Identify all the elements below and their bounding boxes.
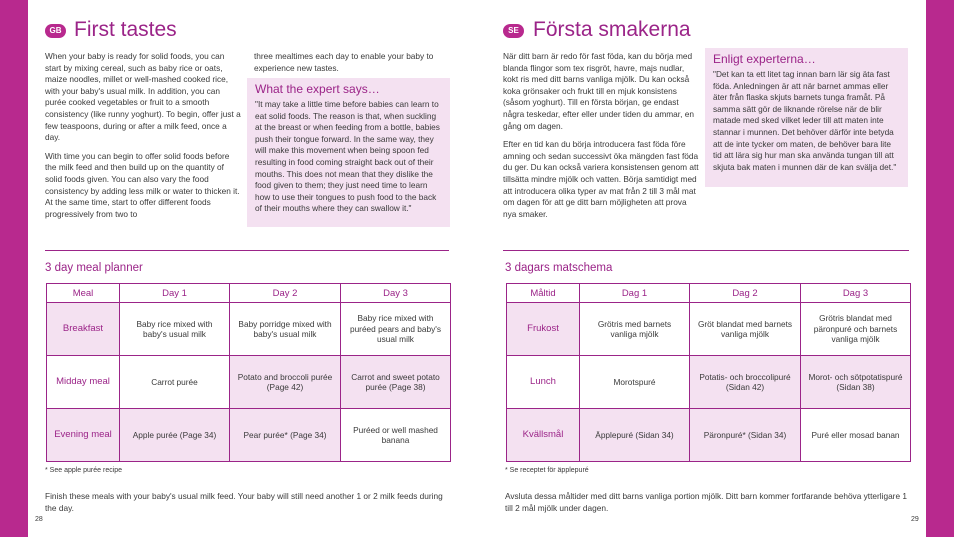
intro-continued [254,51,452,81]
table-cell: Puré eller mosad banan [801,409,911,462]
expert-quote: "It may take a little time before babies can learn to eat solid foods. The reason is that, when suckling at the breast or when feeding from a bottle, babies push their tongue forward. In the same way, they will make this movement when being spoon fed resulting in food coming straight back out of their mouths. This does not mean that they dislike the food given to them; they just need time to learn how to use their tongues to push food to the back of their mouths where they can swallow it." [255,99,440,214]
left-edge-bar [0,0,28,537]
table-header-row [507,284,911,303]
column-header: Day 2 [230,284,341,303]
section-divider [45,250,449,251]
intro-paragraph: three mealtimes each day to enable your baby to experience new tastes. [254,51,434,73]
intro-text [503,51,701,227]
table-cell: Morot- och sötpotatispuré (Sidan 38) [801,356,911,409]
table-cell: Morotspuré [580,356,690,409]
closing-text: Avsluta dessa måltider med ditt barns vanliga portion mjölk. Ditt barn kommer fortfarande behöva ytterligare 1 till 2 mål mjölk under dagen. [505,491,907,513]
intro-text [45,51,241,227]
table-footnote: * Se receptet för äpplepuré [505,467,589,474]
planner-title: 3 day meal planner [45,262,143,274]
table-cell: Baby porridge mixed with baby's usual milk [230,303,341,356]
table-cell: Baby rice mixed with puréed pears and baby's usual milk [341,303,451,356]
table-cell: Äpplepuré (Sidan 34) [580,409,690,462]
table-cell: Pear purée* (Page 34) [230,409,341,462]
table-cell: Puréed or well mashed banana [341,409,451,462]
table-row [47,409,451,462]
expert-box [705,48,908,187]
expert-quote: "Det kan ta ett litet tag innan barn lär sig äta fast föda. Anledningen är att när barnet ammas eller äter från flaska skjuts barnets tunga framåt. På samma sätt gör de liknande rörelse när de blir matade med sked vilket leder till att maten inte stannar i munnen. Det behöver därför inte betyda att de inte tycker om maten, de behöver bara lite tid att lära sig hur man ska använda tungan till att skjuta bak maten i munnen där de kan svälja det." [713,69,897,172]
row-header: Lunch [507,356,580,409]
row-header: Midday meal [47,356,120,409]
language-badge-gb: GB [45,24,66,38]
table-cell: Grötris med barnets vanliga mjölk [580,303,690,356]
right-page [477,0,926,537]
column-header: Day 1 [120,284,230,303]
page-title: First tastes [74,18,177,41]
table-cell: Potato and broccoli purée (Page 42) [230,356,341,409]
table-cell: Baby rice mixed with baby's usual milk [120,303,230,356]
table-cell: Carrot purée [120,356,230,409]
column-header: Meal [47,284,120,303]
column-header: Måltid [507,284,580,303]
planner-title: 3 dagars matschema [505,262,613,274]
language-badge-se: SE [503,24,524,38]
column-header: Day 3 [341,284,451,303]
table-cell: Päronpuré* (Sidan 34) [690,409,801,462]
table-footnote: * See apple purée recipe [45,467,123,474]
meal-planner-table [506,283,911,462]
right-edge-bar [926,0,954,537]
left-page [28,0,477,537]
table-cell: Gröt blandat med barnets vanliga mjölk [690,303,801,356]
row-header: Evening meal [47,409,120,462]
closing-text: Finish these meals with your baby's usual milk feed. Your baby will still need another 1 or 2 milk feeds during the day. [45,491,443,513]
table-cell: Carrot and sweet potato purée (Page 38) [341,356,451,409]
page-number: 28 [35,516,43,523]
column-header: Dag 2 [690,284,801,303]
column-header: Dag 1 [580,284,690,303]
intro-paragraph: Efter en tid kan du börja introducera fast föda före amning och sedan successivt öka mängden fast föda du ger. Du kan också variera konsistensen genom att tillsätta mindre mjölk och vatten. Börja samtidigt med att introducera olika typer av mat från 2 till 3 mål mat om dagen för att ge ditt barn möjligheten att prova nya smaker. [503,139,699,219]
table-cell: Grötris blandat med päronpuré och barnets vanliga mjölk [801,303,911,356]
table-cell: Apple purée (Page 34) [120,409,230,462]
expert-box [247,78,450,227]
intro-paragraph: When your baby is ready for solid foods, you can start by mixing cereal, such as baby rice or oats, maize noodles, millet or well-mashed cooked rice, with your baby's usual milk. In addition, you can purée cooked vegetables or fruit to a smooth consistency (like runny yoghurt). To begin, offer just a few teaspoons, during or after a milk feed, once a day. [45,51,241,143]
table-row [47,303,451,356]
row-header: Breakfast [47,303,120,356]
expert-heading: What the expert says… [255,82,380,96]
page-title: Första smakerna [533,18,691,41]
row-header: Kvällsmål [507,409,580,462]
table-row [47,356,451,409]
page-number: 29 [911,516,919,523]
table-row [507,356,911,409]
table-row [507,409,911,462]
intro-paragraph: När ditt barn är redo för fast föda, kan du börja med blanda flingor som tex risgröt, havre, majs nudlar, kokt ris med ditt barns vanliga mjölk. Du kan också koka grönsaker och frukt till en mjuk konsistens (såsom yoghurt). Till en första början, ge endast några teskedar, efter eller under tiden du ammar, en gång om dagen. [503,51,694,131]
expert-heading: Enligt experterna… [713,52,816,66]
table-header-row [47,284,451,303]
table-cell: Potatis- och broccolipuré (Sidan 42) [690,356,801,409]
meal-planner-table [46,283,451,462]
intro-paragraph: With time you can begin to offer solid foods before the milk feed and then build up on the quantity of solid foods given. You can also vary the food consistency by adding less milk or water to thicken it. At the same time, start to offer different foods progressively from two to [45,150,240,219]
column-header: Dag 3 [801,284,911,303]
row-header: Frukost [507,303,580,356]
section-divider [503,250,909,251]
table-row [507,303,911,356]
